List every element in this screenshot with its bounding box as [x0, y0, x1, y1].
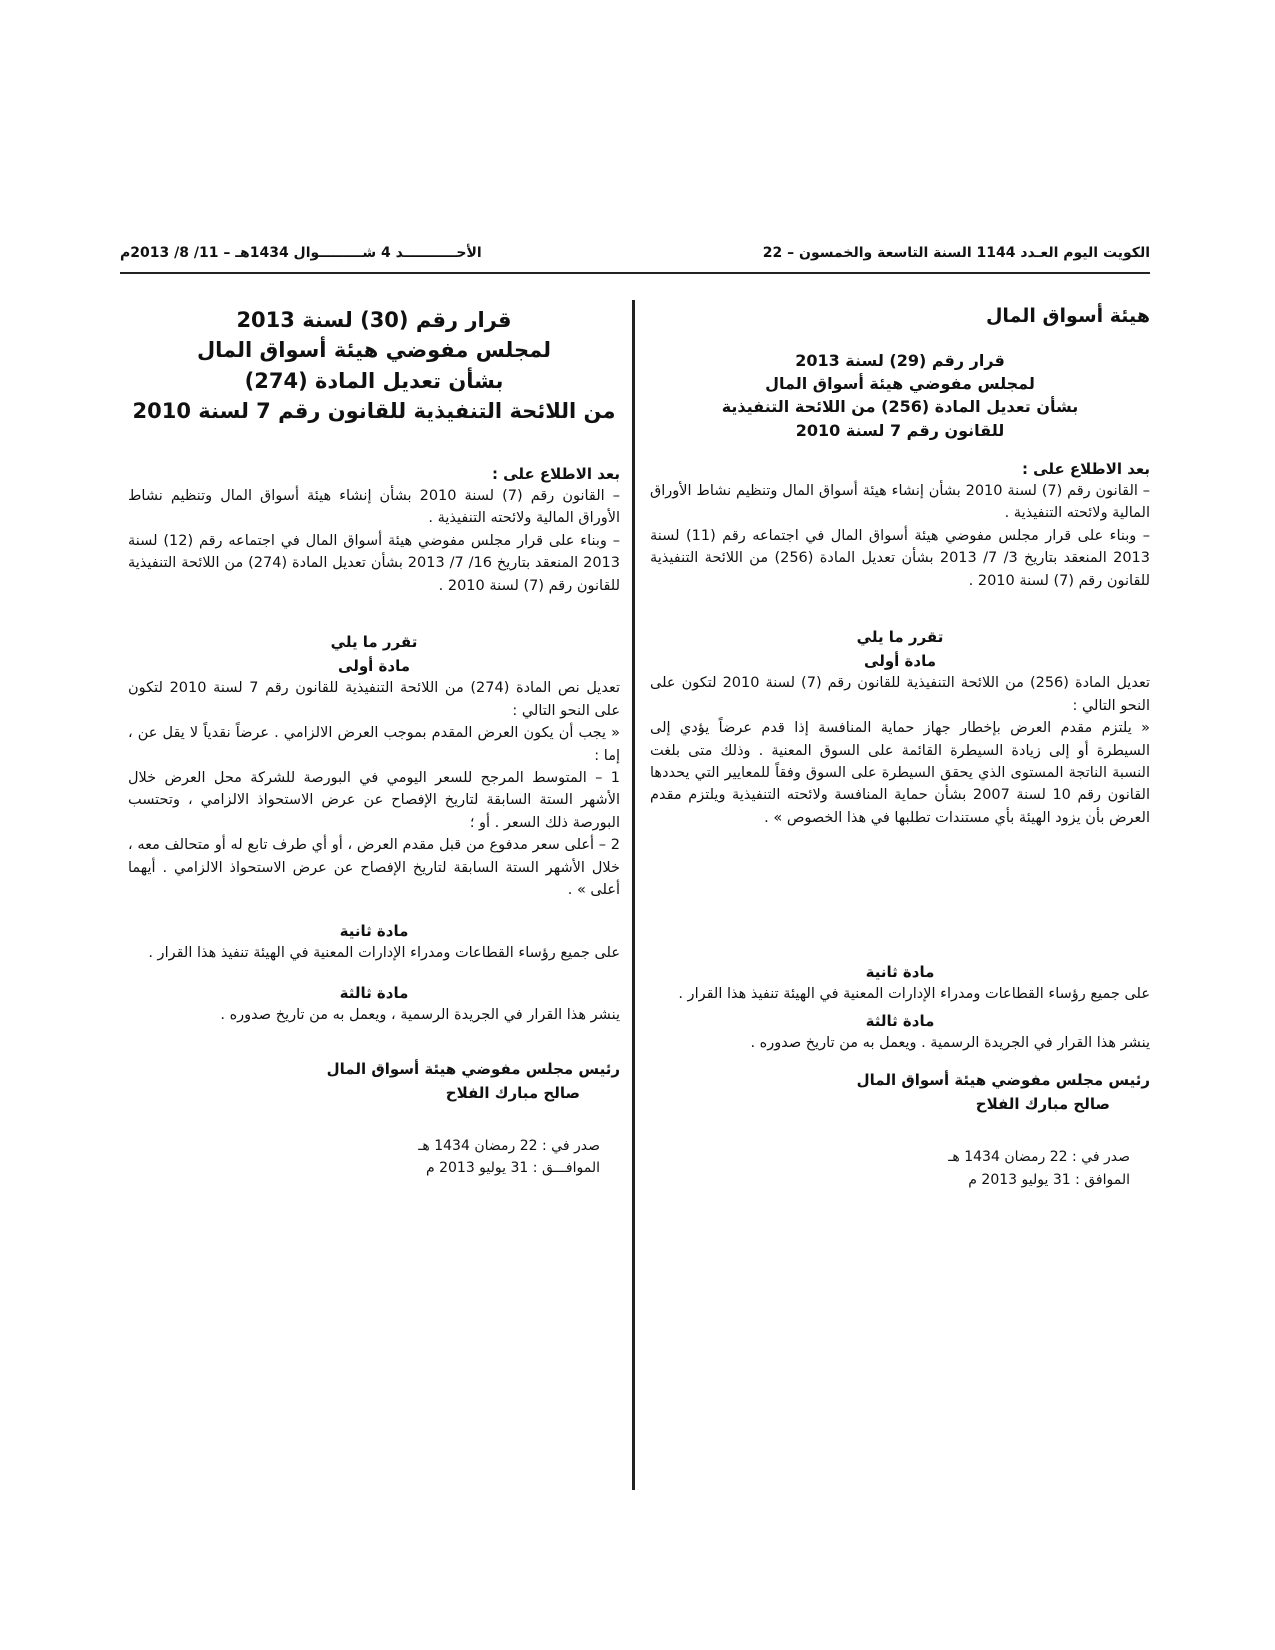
issue-date: صدر في : 22 رمضان 1434 هـ	[418, 1137, 600, 1154]
article-1-heading: مادة أولى	[864, 652, 936, 671]
title-line: من اللائحة التنفيذية للقانون رقم 7 لسنة 2010	[132, 399, 616, 424]
preamble-paragraph: – وبناء على قرار مجلس مفوضي هيئة أسواق المال في اجتماعه رقم (11) لسنة 2013 المنعقد بتاريخ 3/ 7/ 2013 بشأن تعديل المادة (256) من اللائحة التنفيذية للقانون رقم (7) لسنة 2010 .	[650, 527, 1151, 589]
article-1-text: « يجب أن يكون العرض المقدم بموجب العرض الالزامي . عرضاً نقدياً لا يقل عن ، إما :	[128, 725, 620, 764]
decision-30-column	[128, 305, 620, 1180]
preamble-paragraph: – القانون رقم (7) لسنة 2010 بشأن إنشاء هيئة أسواق المال وتنظيم نشاط الأوراق المالية ولائحته التنفيذية .	[650, 482, 1150, 522]
preamble-paragraph: – وبناء على قرار مجلس مفوضي هيئة أسواق المال في اجتماعه رقم (12) لسنة 2013 المنعقد بتاريخ 16/ 7/ 2013 بشأن تعديل المادة (274) من اللائحة التنفيذية للقانون رقم (7) لسنة 2010 .	[128, 532, 620, 594]
signatory-title: رئيس مجلس مفوضي هيئة أسواق المال	[326, 1059, 620, 1078]
article-1-heading: مادة أولى	[338, 657, 410, 676]
title-line: لمجلس مفوضي هيئة أسواق المال	[765, 374, 1035, 394]
article-3-text: ينشر هذا القرار في الجريدة الرسمية . ويعمل به من تاريخ صدوره .	[750, 1034, 1150, 1051]
decision-29-title	[650, 349, 1150, 442]
article-2-heading: مادة ثانية	[339, 921, 409, 940]
corresponding-date: الموافق : 31 يوليو 2013 م	[968, 1171, 1130, 1188]
article-1-text: « يلتزم مقدم العرض بإخطار جهاز حماية المنافسة إذا قدم عرضاً يؤدي إلى السيطرة أو إلى زيادة السيطرة القائمة على السوق المعنية . وذلك متى بلغت النسبة الناتجة المستوى الذي يحقق السيطرة على السوق وفقاً للمعايير التي يحددها القانون رقم 10 لسنة 2007 بشأن حماية المنافسة ولائحته التنفيذية ويلتزم مقدم العرض بأن يزود الهيئة بأي مستندات تطلبها في هذا الخصوص » .	[650, 720, 1150, 826]
article-3-text: ينشر هذا القرار في الجريدة الرسمية ، ويعمل به من تاريخ صدوره .	[220, 1007, 620, 1024]
signatory-name: صالح مبارك الفلاح	[975, 1095, 1110, 1114]
title-line: للقانون رقم 7 لسنة 2010	[795, 420, 1005, 440]
signature-block	[650, 1068, 1150, 1116]
title-line: لمجلس مفوضي هيئة أسواق المال	[196, 338, 552, 363]
header-divider	[120, 272, 1150, 274]
header-date: الأحـــــــــــد 4 شـــــــــوال 1434هـ – 11/ 8/ 2013م	[120, 245, 482, 261]
after-review-label: بعد الاطلاع على :	[1021, 459, 1150, 478]
decides-heading: تقرر ما يلي	[856, 628, 944, 647]
title-line: قرار رقم (30) لسنة 2013	[236, 308, 512, 332]
section-title: هيئة أسواق المال	[985, 305, 1150, 327]
article-2-text: على جميع رؤساء القطاعات ومدراء الإدارات المعنية في الهيئة تنفيذ هذا القرار .	[678, 986, 1150, 1003]
article-1-item-2: 2 – أعلى سعر مدفوع من قبل مقدم العرض ، أو أي طرف تابع له أو متحالف معه ، خلال الأشهر الستة السابقة لتاريخ الإفصاح عن عرض الاستحواذ الالزامي . أيهما أعلى » .	[128, 837, 620, 899]
decision-30-title	[128, 305, 620, 427]
title-line: بشأن تعديل المادة (274)	[244, 368, 504, 393]
decides-heading: تقرر ما يلي	[330, 633, 418, 652]
article-2-text: على جميع رؤساء القطاعات ومدراء الإدارات المعنية في الهيئة تنفيذ هذا القرار .	[148, 944, 620, 961]
issue-date: صدر في : 22 رمضان 1434 هـ	[948, 1149, 1130, 1166]
article-3-heading: مادة ثالثة	[865, 1011, 935, 1030]
title-line: قرار رقم (29) لسنة 2013	[795, 351, 1005, 370]
title-line: بشأن تعديل المادة (256) من اللائحة التنفيذية	[721, 397, 1079, 417]
decision-29-column	[650, 305, 1150, 1191]
signatory-name: صالح مبارك الفلاح	[445, 1083, 580, 1102]
signature-block	[128, 1057, 620, 1105]
article-2-heading: مادة ثانية	[865, 963, 935, 982]
header-issue-info: الكويت اليوم العـدد 1144 السنة التاسعة والخمسون – 22	[762, 245, 1150, 261]
article-1-intro: تعديل نص المادة (274) من اللائحة التنفيذية للقانون رقم 7 لسنة 2010 لتكون على النحو التالي :	[128, 680, 620, 719]
article-1-item-1: 1 – المتوسط المرجح للسعر اليومي في البورصة للشركة محل العرض خلال الأشهر الستة السابقة لتاريخ الإفصاح عن عرض الاستحواذ الالزامي ، وتحتسب البورصة ذلك السعر . أو ؛	[128, 769, 620, 831]
page-header	[120, 245, 1150, 269]
corresponding-date: الموافـــق : 31 يوليو 2013 م	[425, 1160, 600, 1177]
article-3-heading: مادة ثالثة	[339, 984, 409, 1003]
preamble-paragraph: – القانون رقم (7) لسنة 2010 بشأن إنشاء هيئة أسواق المال وتنظيم نشاط الأوراق المالية ولائحته التنفيذية .	[128, 487, 620, 527]
signatory-title: رئيس مجلس مفوضي هيئة أسواق المال	[856, 1071, 1150, 1090]
after-review-label: بعد الاطلاع على :	[491, 464, 620, 483]
article-1-intro: تعديل المادة (256) من اللائحة التنفيذية للقانون رقم (7) لسنة 2010 لتكون على النحو التالي :	[650, 675, 1150, 714]
column-divider	[632, 300, 635, 1490]
